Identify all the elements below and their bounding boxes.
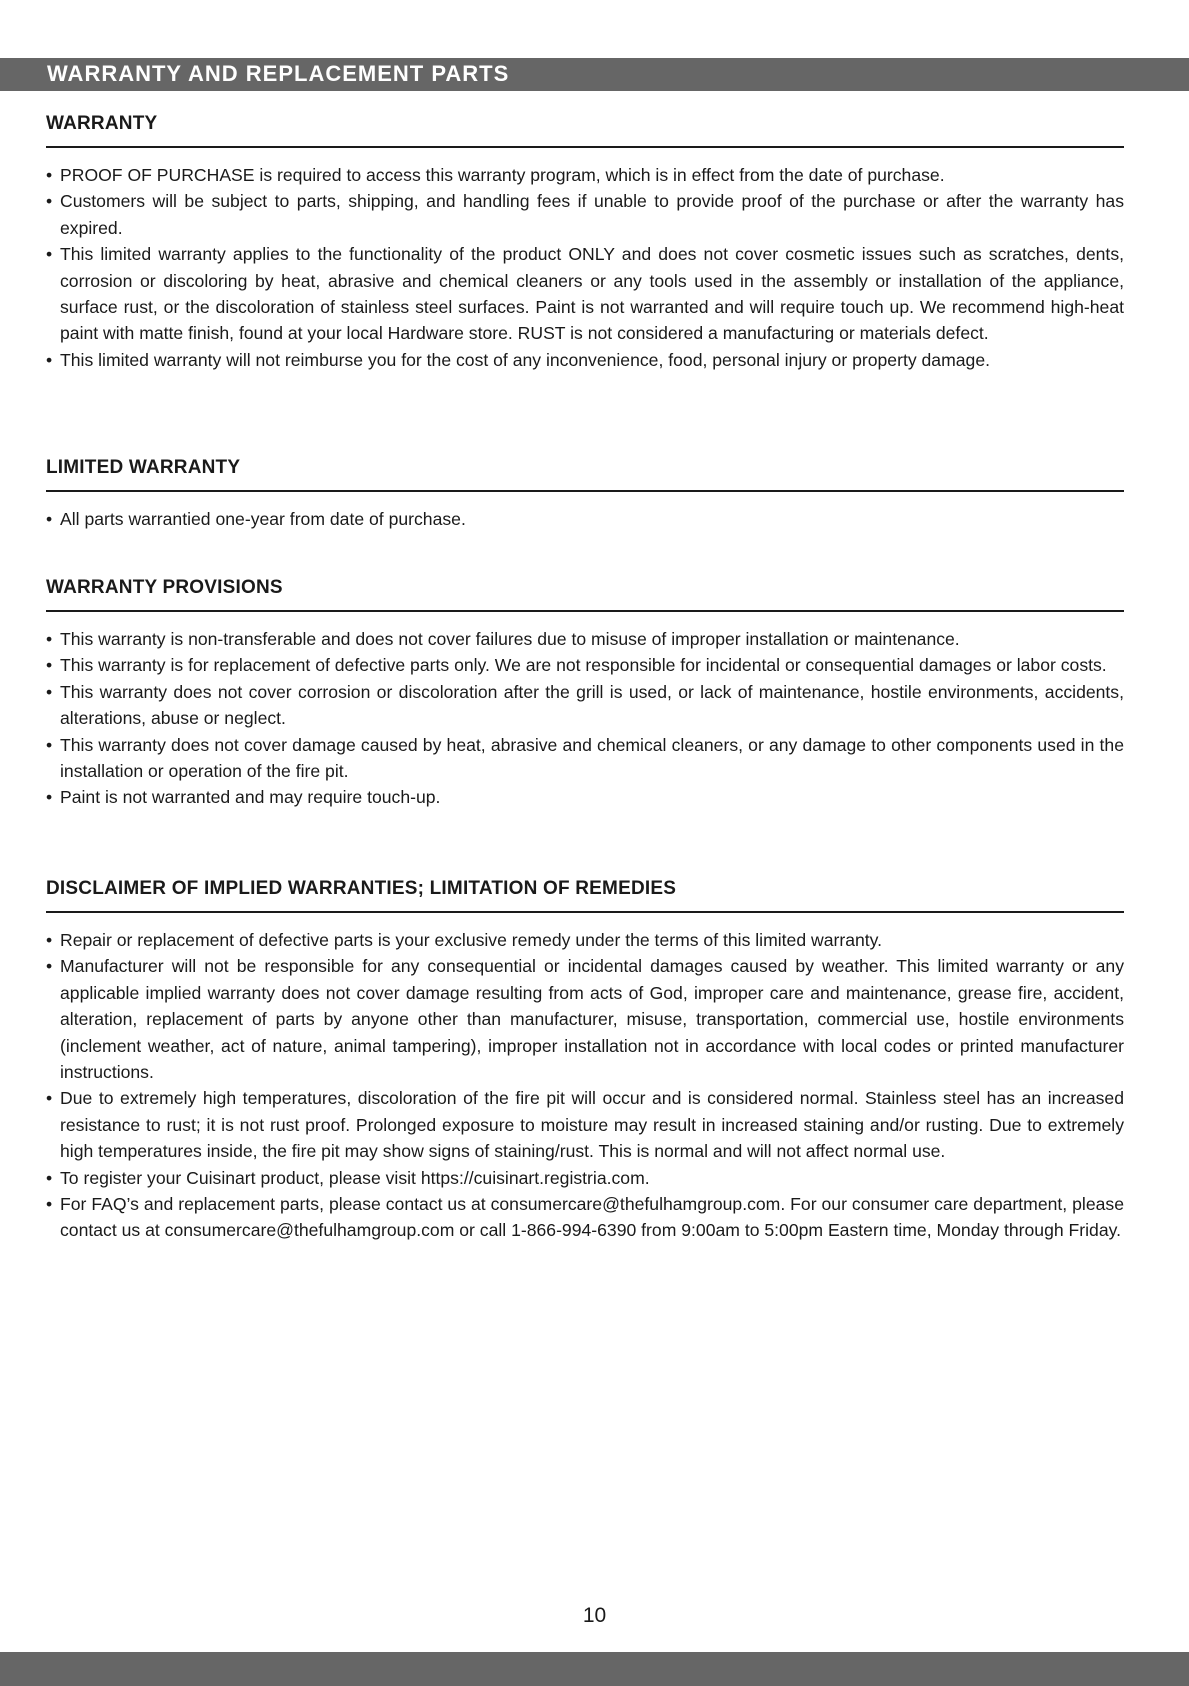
section-limited-warranty [46, 455, 1124, 532]
list-item: • Due to extremely high temperatures, discoloration of the fire pit will occur and is considered normal. Stainless steel has an increased resistance to rust; it is not rust proof. Prolonged exposure to moisture may result in increased staining and/or rusting. Due to extremely high temperatures inside, the fire pit may show signs of staining/rust. This is normal and will not affect normal use. [46, 1085, 1124, 1164]
list-item: • Manufacturer will not be responsible for any consequential or incidental damages caused by weather. This limited warranty or any applicable implied warranty does not cover damage resulting from acts of God, improper care and maintenance, grease fire, accident, alteration, replacement of parts by anyone other than manufacturer, misuse, transportation, commercial use, hostile environments (inclement weather, act of nature, animal tampering), improper installation not in accordance with local codes or printed manufacturer instructions. [46, 953, 1124, 1085]
section-warranty [46, 111, 1124, 373]
section-heading: LIMITED WARRANTY [46, 455, 1124, 492]
list-item: • This limited warranty will not reimburse you for the cost of any inconvenience, food, personal injury or property damage. [46, 347, 1124, 373]
footer-banner [0, 1652, 1189, 1686]
page-number: 10 [582, 1604, 607, 1627]
section-warranty-provisions [46, 575, 1124, 811]
section-heading: WARRANTY [46, 111, 1124, 148]
bullet-list [46, 927, 1124, 1244]
section-heading: WARRANTY PROVISIONS [46, 575, 1124, 612]
list-item: • This warranty does not cover corrosion or discoloration after the grill is used, or lack of maintenance, hostile environments, accidents, alterations, abuse or neglect. [46, 679, 1124, 732]
list-item: • This warranty is non-transferable and does not cover failures due to misuse of improper installation or maintenance. [46, 626, 1124, 652]
list-item: • Paint is not warranted and may require touch-up. [46, 784, 1124, 810]
list-item: • All parts warrantied one-year from date of purchase. [46, 506, 1124, 532]
list-item: • Repair or replacement of defective parts is your exclusive remedy under the terms of this limited warranty. [46, 927, 1124, 953]
list-item: • For FAQ’s and replacement parts, please contact us at consumercare@thefulhamgroup.com. For our consumer care department, please contact us at consumercare@thefulhamgroup.com or call 1-866-994-6390 from 9:00am to 5:00pm Eastern time, Monday through Friday. [46, 1191, 1124, 1244]
bullet-list [46, 162, 1124, 373]
header-banner [0, 58, 1189, 91]
bullet-list [46, 626, 1124, 811]
list-item: • To register your Cuisinart product, please visit https://cuisinart.registria.com. [46, 1165, 1124, 1191]
bullet-list [46, 506, 1124, 532]
list-item: • PROOF OF PURCHASE is required to access this warranty program, which is in effect from the date of purchase. [46, 162, 1124, 188]
list-item: • Customers will be subject to parts, shipping, and handling fees if unable to provide proof of the purchase or after the warranty has expired. [46, 188, 1124, 241]
section-heading: DISCLAIMER OF IMPLIED WARRANTIES; LIMITATION OF REMEDIES [46, 876, 1124, 913]
page-title: WARRANTY AND REPLACEMENT PARTS [47, 61, 510, 86]
list-item: • This warranty does not cover damage caused by heat, abrasive and chemical cleaners, or any damage to other components used in the installation or operation of the fire pit. [46, 732, 1124, 785]
list-item: • This limited warranty applies to the functionality of the product ONLY and does not cover cosmetic issues such as scratches, dents, corrosion or discoloring by heat, abrasive and chemical cleaners or any tools used in the assembly or installation of the appliance, surface rust, or the discoloration of stainless steel surfaces. Paint is not warranted and will require touch up. We recommend high-heat paint with matte finish, found at your local Hardware store. RUST is not considered a manufacturing or materials defect. [46, 241, 1124, 347]
section-disclaimer [46, 876, 1124, 1244]
list-item: • This warranty is for replacement of defective parts only. We are not responsible for incidental or consequential damages or labor costs. [46, 652, 1124, 678]
